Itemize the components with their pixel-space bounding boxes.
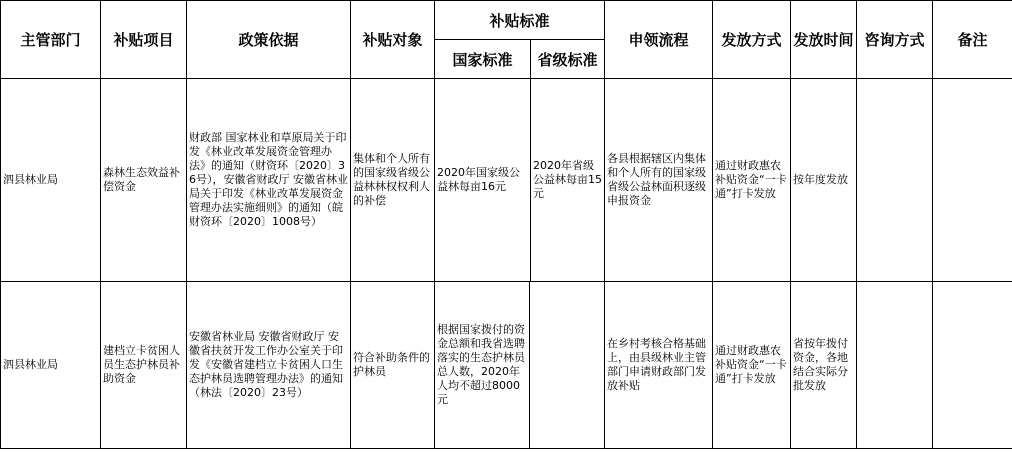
cell-provincial: 2020年省级公益林每亩15元 xyxy=(531,79,605,282)
header-provincial: 省级标准 xyxy=(531,40,605,79)
cell-standard-combined xyxy=(435,282,605,449)
header-row xyxy=(1,1,1012,40)
header-time: 发放时间 xyxy=(791,1,857,79)
cell-item: 森林生态效益补偿资金 xyxy=(101,79,187,282)
header-note: 备注 xyxy=(933,1,1012,79)
cell-national: 2020年国家级公益林每亩16元 xyxy=(435,79,531,282)
cell-provincial xyxy=(530,282,604,448)
cell-contact xyxy=(857,282,933,449)
header-policy: 政策依据 xyxy=(187,1,351,79)
header-dept: 主管部门 xyxy=(1,1,101,79)
cell-target: 集体和个人所有的国家级省级公益林林权权利人的补偿 xyxy=(351,79,435,282)
cell-process: 在乡村考核合格基础上，由县级林业主管部门申请财政部门发放补贴 xyxy=(605,282,713,449)
cell-method: 通过财政惠农补贴资金“一卡通”打卡发放 xyxy=(713,79,791,282)
header-method: 发放方式 xyxy=(713,1,791,79)
header-standard: 补贴标准 xyxy=(435,1,605,40)
cell-policy: 安徽省林业局 安徽省财政厅 安徽省扶贫开发工作办公室关于印发《安徽省建档立卡贫困人口生态护林员选聘管理办法》的通知（林法〔2020〕23号） xyxy=(187,282,351,449)
cell-time: 按年度发放 xyxy=(791,79,857,282)
header-target: 补贴对象 xyxy=(351,1,435,79)
cell-item: 建档立卡贫困人员生态护林员补助资金 xyxy=(101,282,187,449)
cell-target: 符合补助条件的护林员 xyxy=(351,282,435,449)
cell-note xyxy=(933,79,1012,282)
header-process: 申领流程 xyxy=(605,1,713,79)
cell-note xyxy=(933,282,1012,449)
cell-method: 通过财政惠农补贴资金“一卡通”打卡发放 xyxy=(713,282,791,449)
table-row xyxy=(1,79,1012,282)
table-row xyxy=(1,282,1012,449)
header-national: 国家标准 xyxy=(435,40,531,79)
cell-process: 各县根据辖区内集体和个人所有的国家级省级公益林面积逐级申报资金 xyxy=(605,79,713,282)
cell-dept: 泗县林业局 xyxy=(1,79,101,282)
cell-time: 省按年拨付资金，各地结合实际分批发放 xyxy=(791,282,857,449)
cell-dept: 泗县林业局 xyxy=(1,282,101,449)
header-contact: 咨询方式 xyxy=(857,1,933,79)
cell-contact xyxy=(857,79,933,282)
header-item: 补贴项目 xyxy=(101,1,187,79)
cell-national: 根据国家拨付的资金总额和我省选聘落实的生态护林员总人数，2020年人均不超过8000元 xyxy=(435,282,530,448)
cell-policy: 财政部 国家林业和草原局关于印发《林业改革发展资金管理办法》的通知（财资环〔2020〕36号），安徽省财政厅 安徽省林业局关于印发《林业改革发展资金管理办法实施细则》的通知（皖财资环〔2020〕1008号） xyxy=(187,79,351,282)
